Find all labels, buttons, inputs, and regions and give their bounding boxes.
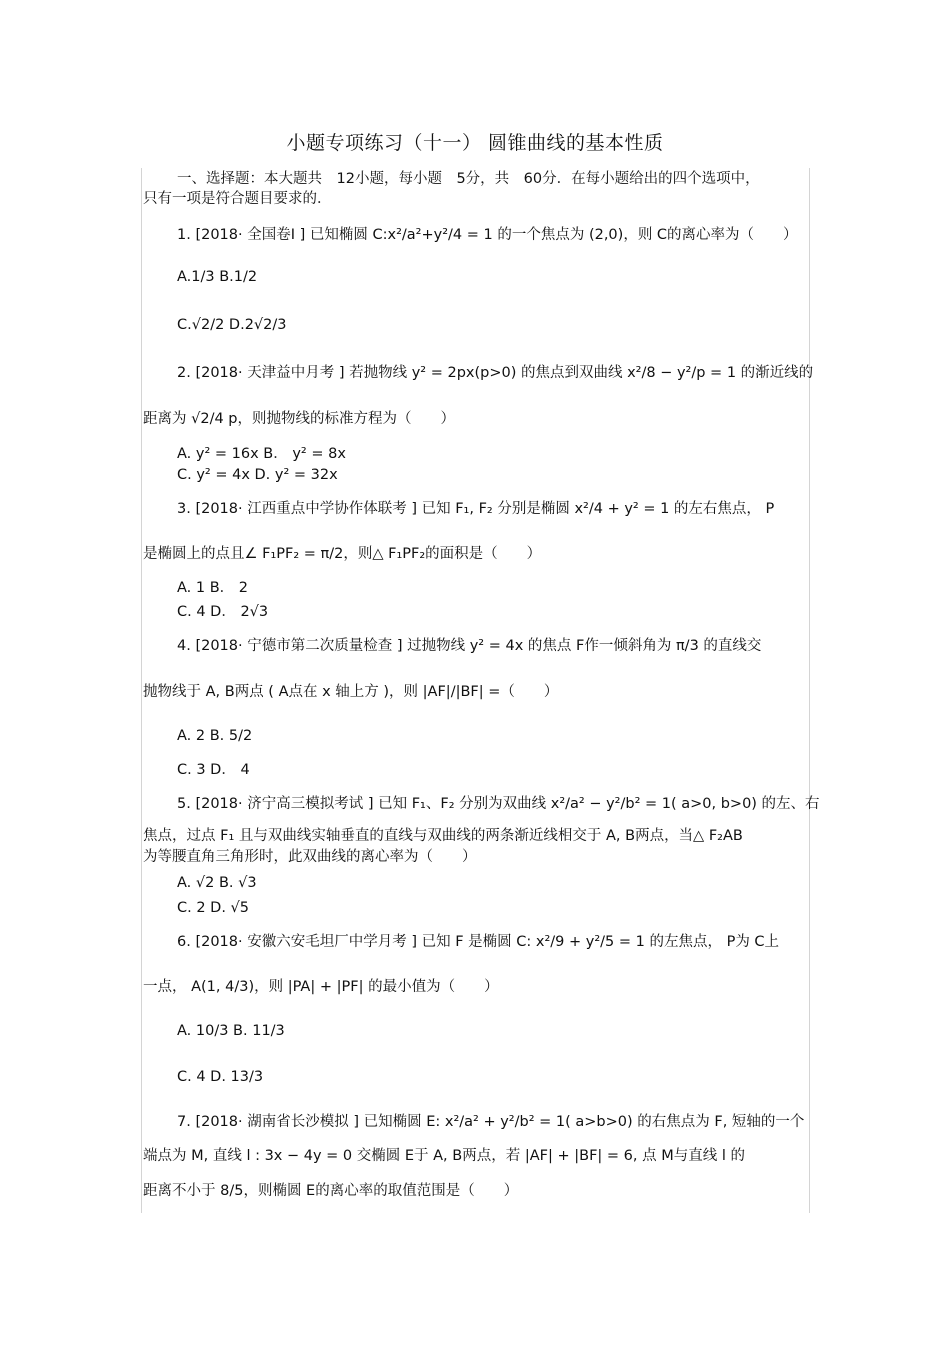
question-2 <box>177 364 813 382</box>
q4-option-line-2: C. 3 D． 4 <box>177 762 250 778</box>
q5-line-2: 焦点，过点 F₁ 且与双曲线实轴垂直的直线与双曲线的两条渐近线相交于 A, B两点，当△ F₂AB <box>143 828 743 844</box>
question-text: [2018· 安徽六安毛坦厂中学月考 ] 已知 F 是椭圆 C: x²/9 + y²/5 = 1 的左焦点， P为 C上 <box>195 934 780 950</box>
q6-option-line-2: C. 4 D. 13/3 <box>177 1069 264 1085</box>
question-number: 5. <box>177 796 191 812</box>
question-text: [2018· 江西重点中学协作体联考 ] 已知 F₁, F₂ 分别是椭圆 x²/4 + y² = 1 的左右焦点， P <box>195 501 775 517</box>
question-6 <box>177 933 779 951</box>
q3-option-line-1: A. 1 B． 2 <box>177 580 248 596</box>
q5-option-line-2: C. 2 D. √5 <box>177 900 250 916</box>
question-text: [2018· 宁德市第二次质量检查 ] 过抛物线 y² = 4x 的焦点 F作一倾斜角为 π/3 的直线交 <box>195 638 762 654</box>
q1-option-line-2: C.√2/2 D.2√2/3 <box>177 317 287 333</box>
question-7 <box>177 1113 804 1131</box>
question-3 <box>177 500 774 518</box>
q5-line-3: 为等腰直角三角形时，此双曲线的离心率为（ ） <box>143 849 477 865</box>
question-text: [2018· 济宁高三模拟考试 ] 已知 F₁、F₂ 分别为双曲线 x²/a² − y²/b² = 1( a>0, b>0) 的左、右 <box>195 796 820 812</box>
question-5 <box>177 795 820 813</box>
q4-line-2: 抛物线于 A, B两点 ( A点在 x 轴上方 )，则 |AF|/|BF| =（ ） <box>143 684 559 700</box>
question-text: [2018· 全国卷Ⅰ ] 已知椭圆 C:x²/a²+y²/4 = 1 的一个焦点为 (2,0)，则 C的离心率为（ ） <box>195 227 798 243</box>
question-number: 4. <box>177 638 191 654</box>
q6-line-2: 一点， A(1, 4/3)，则 |PA| + |PF| 的最小值为（ ） <box>143 979 499 995</box>
q2-line-2: 距离为 √2/4 p，则抛物线的标准方程为（ ） <box>143 411 455 427</box>
q2-option-line-2: C. y² = 4x D. y² = 32x <box>177 467 338 483</box>
question-number: 7. <box>177 1114 191 1130</box>
question-number: 1. <box>177 227 191 243</box>
intro-line-2: 只有一项是符合题目要求的． <box>143 191 332 207</box>
question-number: 2. <box>177 365 191 381</box>
q1-option-line-1: A.1/3 B.1/2 <box>177 269 258 285</box>
question-text: [2018· 天津益中月考 ] 若抛物线 y² = 2px(p>0) 的焦点到双曲线 x²/8 − y²/p = 1 的渐近线的 <box>195 365 814 381</box>
question-text: [2018· 湖南省长沙模拟 ] 已知椭圆 E: x²/a² + y²/b² = 1( a>b>0) 的右焦点为 F, 短轴的一个 <box>195 1114 805 1130</box>
q5-option-line-1: A. √2 B. √3 <box>177 875 257 891</box>
q3-line-2: 是椭圆上的点且∠ F₁PF₂ = π/2，则△ F₁PF₂的面积是（ ） <box>143 546 542 562</box>
q2-option-line-1: A. y² = 16x B． y² = 8x <box>177 446 346 462</box>
intro-line-1: 一、选择题：本大题共 12小题，每小题 5分，共 60分．在每小题给出的四个选项中， <box>177 171 760 187</box>
q6-option-line-1: A. 10/3 B. 11/3 <box>177 1023 285 1039</box>
q7-line-2: 端点为 M, 直线 l : 3x − 4y = 0 交椭圆 E于 A, B两点，若 |AF| + |BF| = 6, 点 M与直线 l 的 <box>143 1148 745 1164</box>
q7-line-3: 距离不小于 8/5，则椭圆 E的离心率的取值范围是（ ） <box>143 1183 519 1199</box>
q3-option-line-2: C. 4 D． 2√3 <box>177 604 269 620</box>
question-4 <box>177 637 761 655</box>
question-1 <box>177 226 798 244</box>
q4-option-line-1: A. 2 B. 5/2 <box>177 728 253 744</box>
question-number: 3. <box>177 501 191 517</box>
page-title: 小题专项练习（十一） 圆锥曲线的基本性质 <box>286 132 664 154</box>
question-number: 6. <box>177 934 191 950</box>
